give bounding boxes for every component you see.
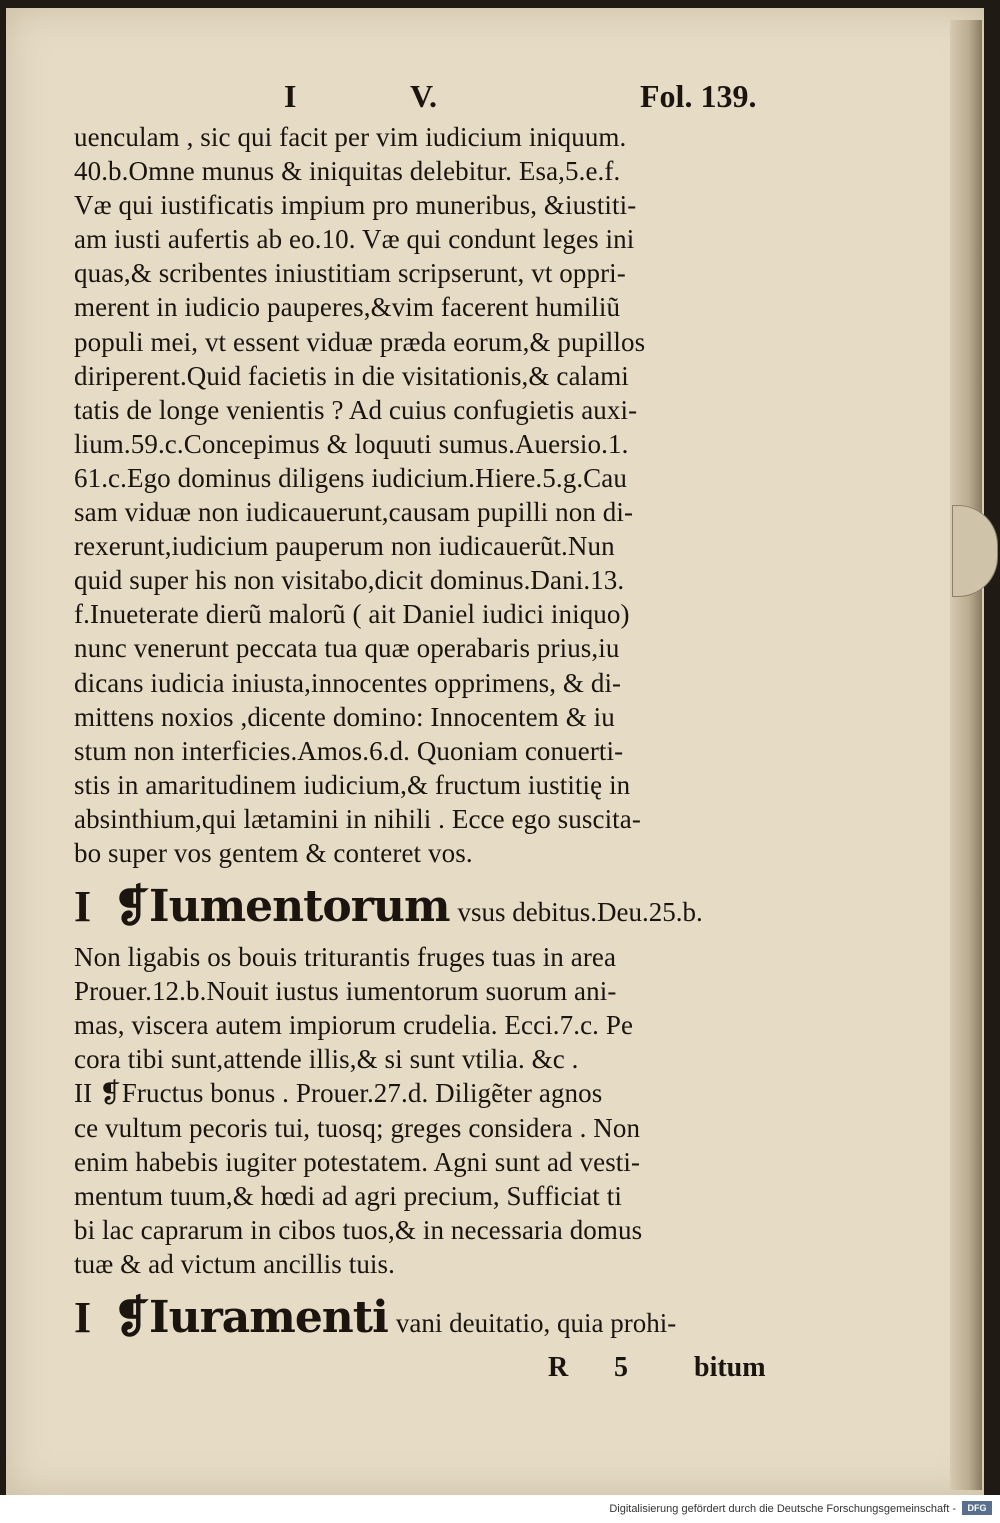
running-header bbox=[0, 78, 1000, 118]
text-line: II ❡Fructus bonus . Prouer.27.d. Diligẽter agnos bbox=[74, 1078, 603, 1109]
text-line: am iusti aufertis ab eo.10. Væ qui condunt leges ini bbox=[74, 224, 635, 255]
text-line: mas, viscera autem impiorum crudelia. Ecci.7.c. Pe bbox=[74, 1010, 634, 1041]
entry-title: ❡Iuramenti bbox=[113, 1292, 388, 1343]
text-line: ce vultum pecoris tui, tuosq; greges considera . Non bbox=[74, 1112, 641, 1143]
text-line: Væ qui iustificatis impium pro muneribus, &iustiti- bbox=[74, 190, 637, 221]
text-line: populi mei, vt essent viduæ præda eorum,& pupillos bbox=[74, 326, 646, 357]
text-line: stum non interficies.Amos.6.d. Quoniam conuerti- bbox=[74, 735, 624, 766]
text-line: stis in amaritudinem iudicium,& fructum iustitię in bbox=[74, 769, 631, 800]
text-line: absinthium,qui lætamini in nihili . Ecce ego suscita- bbox=[74, 803, 641, 834]
text-line: sam viduæ non iudicauerunt,causam pupilli non di- bbox=[74, 497, 634, 528]
signature-line bbox=[0, 1352, 1000, 1392]
text-line: nunc venerunt peccata tua quæ operabaris prius,iu bbox=[74, 633, 620, 664]
text-line: quas,& scribentes iniustitiam scripserunt, vt oppri- bbox=[74, 258, 626, 289]
text-line: tatis de longe venientis ? Ad cuius confugietis auxi- bbox=[74, 394, 638, 425]
text-line: cora tibi sunt,attende illis,& si sunt vtilia. &c . bbox=[74, 1044, 579, 1075]
text-line: diriperent.Quid facietis in die visitationis,& calami bbox=[74, 360, 629, 391]
entry-subtitle: vani deuitatio, quia prohi- bbox=[395, 1308, 677, 1338]
header-center-mark: V. bbox=[410, 78, 437, 114]
text-line: Non ligabis os bouis triturantis fruges tuas in area bbox=[74, 942, 617, 973]
text-line: 40.b.Omne munus & iniquitas delebitur. Esa,5.e.f. bbox=[74, 156, 621, 187]
text-line: lium.59.c.Concepimus & loquuti sumus.Auersio.1. bbox=[74, 428, 629, 459]
page-body bbox=[74, 120, 814, 1351]
text-line: dicans iudicia iniusta,innocentes opprimens, & di- bbox=[74, 667, 622, 698]
entry-heading-iumentorum bbox=[74, 874, 814, 940]
text-line: bo super vos gentem & conteret vos. bbox=[74, 837, 473, 868]
entry-number: I bbox=[74, 882, 92, 932]
signature-number: 5 bbox=[614, 1352, 628, 1383]
text-line: tuæ & ad victum ancillis tuis. bbox=[74, 1248, 395, 1279]
entry-heading-iuramenti bbox=[74, 1285, 814, 1351]
text-line: uenculam , sic qui facit per vim iudicium iniquum. bbox=[74, 122, 627, 152]
text-line: merent in iudicio pauperes,&vim facerent humiliũ bbox=[74, 292, 621, 323]
catchword: bitum bbox=[694, 1352, 766, 1383]
page-tab bbox=[952, 505, 998, 597]
text-line: f.Inueterate dierũ malorũ ( ait Daniel iudici iniquo) bbox=[74, 599, 630, 630]
text-line: quid super his non visitabo,dicit dominus.Dani.13. bbox=[74, 565, 625, 596]
header-left-mark: I bbox=[284, 78, 297, 114]
text-line: mittens noxios ,dicente domino: Innocentem & iu bbox=[74, 701, 615, 732]
entry-subtitle: vsus debitus.Deu.25.b. bbox=[457, 897, 703, 928]
dfg-logo: DFG bbox=[962, 1501, 992, 1515]
text-line: rexerunt,iudicium pauperum non iudicauerũt.Nun bbox=[74, 531, 615, 562]
text-line: enim habebis iugiter potestatem. Agni sunt ad vesti- bbox=[74, 1146, 641, 1177]
page-edge bbox=[950, 20, 982, 1490]
text-line: 61.c.Ego dominus diligens iudicium.Hiere.5.g.Cau bbox=[74, 462, 627, 493]
text-line: bi lac caprarum in cibos tuos,& in necessaria domus bbox=[74, 1214, 643, 1245]
text-line: mentum tuum,& hœdi ad agri precium, Sufficiat ti bbox=[74, 1180, 622, 1211]
entry-number: I bbox=[74, 1293, 92, 1342]
entry-title: ❡Iumentorum bbox=[113, 881, 450, 933]
text-line: Prouer.12.b.Nouit iustus iumentorum suorum ani- bbox=[74, 976, 617, 1007]
digitization-footer bbox=[0, 1495, 1000, 1523]
folio-number: Fol. 139. bbox=[640, 78, 757, 114]
footer-credit: Digitalisierung gefördert durch die Deutsche Forschungsgemeinschaft - bbox=[609, 1503, 956, 1515]
signature-mark: R bbox=[548, 1352, 569, 1383]
